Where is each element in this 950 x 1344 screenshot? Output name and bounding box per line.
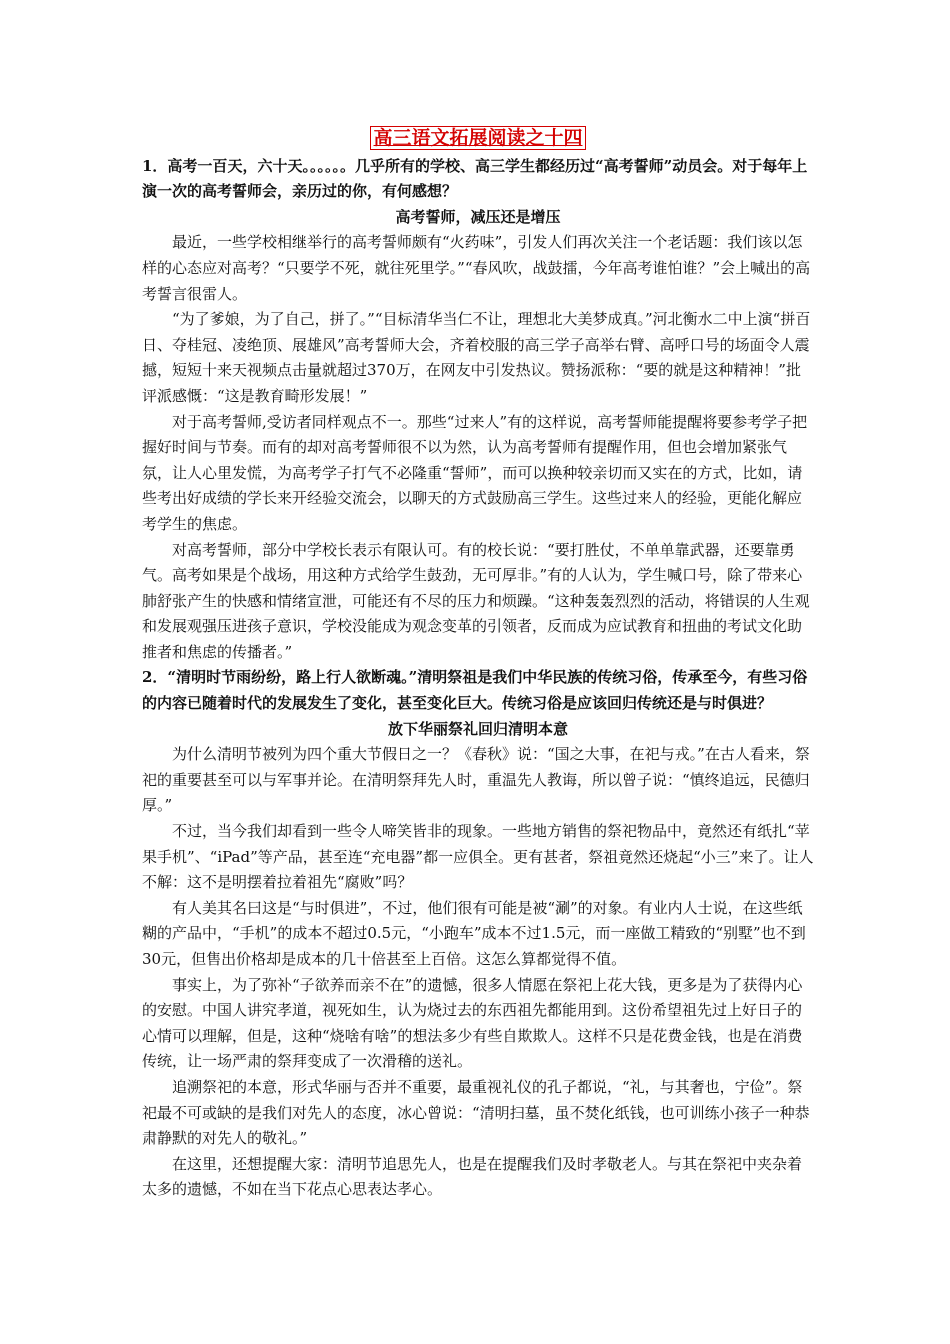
article-1-paragraph: 对高考誓师，部分中学校长表示有限认可。有的校长说：“要打胜仗，不单单靠武器，还要靠勇气。高考如果是个战场，用这种方式给学生鼓劲，无可厚非。”有的人认为，学生喊口号，除了带来心肺舒张产生的快感和情绪宣泄，可能还有不尽的压力和烦躁。“这种轰轰烈烈的活动，将错误的人生观和发展观强压进孩子意识，学校没能成为观念变革的引领者，反而成为应试教育和扭曲的考试文化助推者和焦虑的传播者。” bbox=[142, 540, 810, 661]
question-1: 1．高考一百天，六十天。。。。。。几乎所有的学校、高三学生都经历过“高考誓师”动员会。对于每年上演一次的高考誓师会，亲历过的你，有何感想？ bbox=[142, 156, 808, 201]
article-1-paragraph: “为了爹娘，为了自己，拼了。”“目标清华当仁不让，理想北大美梦成真。”河北衡水二中上演“拼百日、夺桂冠、凌绝顶、展雄风”高考誓师大会，齐着校服的高三学子高举右臂、高呼口号的场面令人震撼，短短十来天视频点击量就超过370万，在网友中引发热议。赞扬派称：“要的就是这种精神！”批评派感慨：“这是教育畸形发展！” bbox=[142, 310, 811, 405]
article-2-paragraph: 事实上，为了弥补“子欲养而亲不在”的遗憾，很多人情愿在祭祀上花大钱，更多是为了获得内心的安慰。中国人讲究孝道，视死如生，认为烧过去的东西祖先都能用到。这份希望祖先过上好日子的心情可以理解，但是，这种“烧啥有啥”的想法多少有些自欺欺人。这样不只是花费金钱，也是在消费传统，让一场严肃的祭拜变成了一次滑稽的送礼。 bbox=[142, 975, 803, 1071]
article-2-paragraph: 不过，当今我们却看到一些令人啼笑皆非的现象。一些地方销售的祭祀物品中，竟然还有纸扎“苹果手机”、“iPad”等产品，甚至连“充电器”都一应俱全。更有甚者，祭祖竟然还烧起“小三”来了。让人不解：这不是明摆着拉着祖先“腐败”吗？ bbox=[142, 822, 814, 892]
article-1-heading: 高考誓师，减压还是增压 bbox=[395, 207, 561, 226]
article-1-paragraph: 对于高考誓师,受访者同样观点不一。那些“过来人”有的这样说，高考誓师能提醒将要参考学子把握好时间与节奏。而有的却对高考誓师很不以为然，认为高考誓师有提醒作用，但也会增加紧张气氛，让人心里发慌，为高考学子打气不必隆重“誓师”，而可以换种较亲切而又实在的方式，比如，请些考出好成绩的学长来开经验交流会，以聊天的方式鼓励高三学生。这些过来人的经验，更能化解应考学生的焦虑。 bbox=[142, 412, 808, 533]
article-2-paragraph: 在这里，还想提醒大家：清明节追思先人，也是在提醒我们及时孝敬老人。与其在祭祀中夹杂着太多的遗憾，不如在当下花点心思表达孝心。 bbox=[142, 1154, 803, 1199]
question-2: 2．“清明时节雨纷纷，路上行人欲断魂。”清明祭祖是我们中华民族的传统习俗，传承至今，有些习俗的内容已随着时代的发展发生了变化，甚至变化巨大。传统习俗是应该回归传统还是与时俱进？ bbox=[142, 668, 808, 713]
article-2-paragraph: 有人美其名曰这是“与时俱进”，不过，他们很有可能是被“涮”的对象。有业内人士说，在这些纸糊的产品中，“手机”的成本不超过0.5元，“小跑车”成本不过1.5元，而一座做工精致的“别墅”也不到30元，但售出价格却是成本的几十倍甚至上百倍。这怎么算都觉得不值。 bbox=[142, 898, 806, 968]
article-1-paragraph: 最近，一些学校相继举行的高考誓师颇有“火药味”，引发人们再次关注一个老话题：我们该以怎样的心态应对高考？“只要学不死，就往死里学。”“春风吹，战鼓擂，今年高考谁怕谁？”会上喊出的高考誓言很雷人。 bbox=[142, 233, 811, 303]
document-title: 高三语文拓展阅读之十四 bbox=[370, 126, 585, 150]
article-2-paragraph: 为什么清明节被列为四个重大节假日之一？《春秋》说：“国之大事，在祀与戎。”在古人看来，祭祀的重要甚至可以与军事并论。在清明祭拜先人时，重温先人教诲，所以曾子说：“慎终追远，民德归厚。” bbox=[142, 745, 810, 815]
article-2-heading: 放下华丽祭礼回归清明本意 bbox=[387, 719, 568, 738]
title-container bbox=[142, 126, 814, 153]
article-2-paragraph: 追溯祭祀的本意，形式华丽与否并不重要，最重视礼仪的孔子都说，“礼，与其奢也，宁俭”。祭祀最不可或缺的是我们对先人的态度，冰心曾说：“清明扫墓，虽不焚化纸钱，也可训练小孩子一种恭肃静默的对先人的敬礼。” bbox=[142, 1077, 810, 1148]
document-body bbox=[142, 126, 814, 1203]
